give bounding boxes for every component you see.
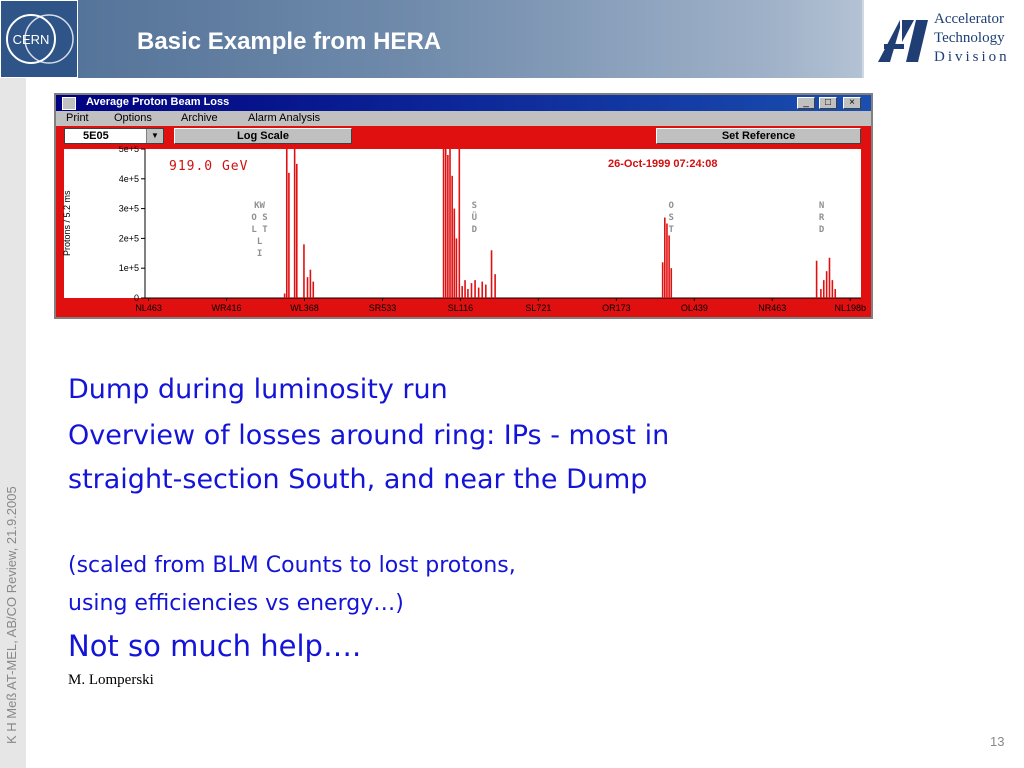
loss-bar (832, 280, 834, 298)
body-line-6: Not so much help…. (68, 629, 362, 663)
chevron-down-icon[interactable]: ▼ (146, 129, 163, 143)
body-line-3: straight-section South, and near the Dump (68, 464, 648, 495)
loss-bar (662, 262, 664, 298)
loss-bar (668, 235, 670, 298)
ip-label (472, 201, 478, 235)
menu-print[interactable]: Print (66, 112, 89, 124)
toolbar (56, 126, 871, 146)
set-reference-button[interactable]: Set Reference (656, 128, 861, 144)
cern-logo-icon (1, 1, 77, 77)
division-line-2: Technology (934, 30, 1005, 46)
loss-bar (303, 244, 305, 298)
ip-label-line: L T (251, 225, 268, 235)
ip-label (819, 201, 825, 235)
window-titlebar[interactable] (56, 95, 871, 111)
author-name: M. Lomperski (68, 672, 154, 688)
x-tick-label: NL198b (834, 303, 867, 313)
menu-archive[interactable]: Archive (181, 112, 218, 124)
loss-bar (823, 280, 825, 298)
y-axis-label: Protons / 5.2 ms (62, 190, 72, 256)
body-line-4: (scaled from BLM Counts to lost protons, (68, 553, 516, 578)
loss-bar (491, 250, 493, 298)
loss-bar (485, 285, 487, 298)
loss-bar (286, 149, 288, 298)
loss-bar (288, 173, 290, 298)
x-tick-label: OL439 (680, 303, 708, 313)
loss-bar (284, 294, 286, 298)
ip-label-line: D (471, 225, 478, 235)
division-logo (862, 0, 1024, 78)
y-tick-label: 0 (133, 293, 139, 303)
window-title: Average Proton Beam Loss (86, 96, 230, 108)
ab-division-icon (876, 12, 930, 66)
loss-bar (474, 280, 476, 298)
y-tick-label: 4e+5 (118, 173, 139, 184)
window-system-icon[interactable] (62, 97, 76, 110)
slide-header (0, 0, 1024, 78)
scale-select[interactable] (64, 128, 164, 144)
log-scale-button[interactable]: Log Scale (174, 128, 352, 144)
y-tick-label: 2e+5 (118, 233, 139, 244)
loss-bar (829, 258, 831, 298)
beam-loss-chart (56, 146, 871, 317)
close-button[interactable]: × (843, 97, 861, 109)
ip-label-line: D (818, 225, 825, 235)
cern-logo (0, 0, 78, 78)
loss-bar (456, 238, 458, 298)
loss-bar (294, 149, 296, 298)
division-name (934, 10, 1010, 67)
loss-bar (443, 149, 445, 298)
loss-bar (445, 149, 447, 298)
loss-bar (461, 286, 463, 298)
ip-label-line: S (471, 201, 478, 211)
ip-label-line: N (818, 201, 825, 211)
ip-label (669, 201, 675, 235)
body-line-2: Overview of losses around ring: IPs - most in (68, 420, 670, 451)
ip-label-line: T (668, 225, 674, 235)
ip-label-line: I (256, 249, 263, 259)
menu-options[interactable]: Options (114, 112, 152, 124)
division-line-1: Accelerator (934, 11, 1004, 27)
loss-bar (670, 268, 672, 298)
ip-label-line: L (256, 237, 263, 247)
sidebar-footer-text: K H Meß AT-MEL, AB/CO Review, 21.9.2005 (4, 486, 19, 744)
loss-bar (481, 282, 483, 298)
x-tick-label: SL721 (525, 303, 552, 313)
menu-alarm-analysis[interactable]: Alarm Analysis (248, 112, 321, 124)
loss-bar (834, 289, 836, 298)
ip-label-line: O (668, 201, 674, 211)
y-tick-label: 5e+5 (118, 146, 139, 154)
loss-bar (826, 271, 828, 298)
x-tick-label: SR533 (368, 303, 397, 313)
x-tick-label: SL116 (447, 303, 474, 313)
plot-frame (56, 146, 871, 317)
x-tick-label: OR173 (602, 303, 631, 313)
loss-bar (664, 218, 666, 298)
menu-bar (56, 111, 871, 126)
energy-label: 919.0 GeV (169, 159, 249, 174)
body-line-1: Dump during luminosity run (68, 374, 448, 405)
app-window (54, 93, 873, 319)
loss-bar (451, 176, 453, 298)
loss-bar (447, 155, 449, 298)
y-tick-label: 3e+5 (118, 203, 139, 214)
page-number: 13 (990, 734, 1005, 749)
x-tick-label: WR416 (211, 303, 242, 313)
loss-bar (464, 280, 466, 298)
ip-label-line: Ü (471, 213, 478, 223)
loss-bar (296, 164, 298, 298)
scale-select-value: 5E05 (83, 130, 109, 142)
loss-bar (816, 261, 818, 298)
ip-label-line: KW (254, 201, 265, 211)
loss-bar (471, 283, 473, 298)
x-tick-label: NR463 (758, 303, 787, 313)
loss-bar (312, 282, 314, 298)
loss-bar (666, 224, 668, 299)
loss-bar (449, 149, 451, 298)
ip-label-line: S (668, 213, 674, 223)
body-line-5: using efficiencies vs energy…) (68, 591, 404, 616)
cern-logo-text: CERN (12, 32, 50, 47)
maximize-button[interactable]: □ (819, 97, 837, 109)
y-tick-label: 1e+5 (118, 263, 139, 274)
timestamp-label: 26-Oct-1999 07:24:08 (608, 158, 718, 170)
ip-label-line: R (818, 213, 825, 223)
minimize-button[interactable]: _ (797, 97, 815, 109)
x-tick-label: NL463 (135, 303, 162, 313)
x-tick-label: WL368 (290, 303, 319, 313)
loss-bar (454, 209, 456, 298)
loss-bar (307, 277, 309, 298)
loss-bar (459, 149, 461, 298)
loss-bar (478, 288, 480, 298)
division-line-3: Division (934, 49, 1010, 65)
loss-bar (494, 274, 496, 298)
slide-title: Basic Example from HERA (137, 28, 442, 55)
loss-bar (310, 270, 312, 298)
loss-bar (467, 289, 469, 298)
loss-bar (820, 289, 822, 298)
ip-label-line: O S (251, 213, 268, 223)
